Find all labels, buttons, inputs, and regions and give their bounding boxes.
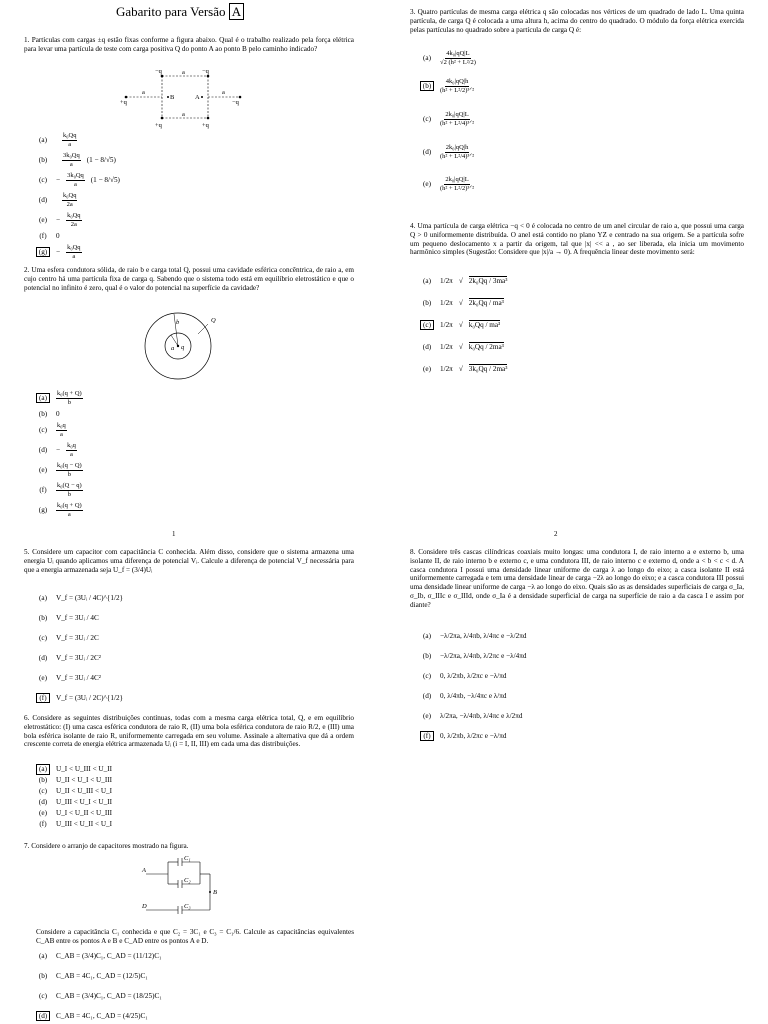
q8-option-a[interactable]: (a) −λ/2πa, λ/4πb, λ/4πc e −λ/2πd <box>423 631 527 640</box>
q7-circuit-figure <box>140 854 240 918</box>
sqrt-icon: √ <box>458 342 463 351</box>
page-number-1: 1 <box>172 530 176 538</box>
q5-option-f[interactable]: (f) V_f = (3Uᵢ / 2C)^{1/2} <box>36 688 123 708</box>
question-3-text: 3. Quatro partículas de mesma carga elétrica q são colocadas nos vértices de um quadrado de lado L. Uma quinta partícula, de carga Q é colocada a uma altura h, acima do centro do quadrado. O módulo da força elétrica exercida pelas partículas no quadrado sobre a partícula de carga Q é: <box>410 8 744 34</box>
sqrt-icon: √ <box>458 364 463 373</box>
q1-label-a-right: a <box>222 89 225 96</box>
q1-label-a-left: a <box>142 89 145 96</box>
q3-option-c[interactable]: (c) $\frac{\text{2k₀|qQ|L}}{\text{(h² + L²/4)³ᐟ²}}$ <box>423 111 475 127</box>
q1-charge-top-right: −q <box>202 68 209 75</box>
q6-option-e[interactable]: (e) U_I < U_II < U_III <box>39 809 113 818</box>
q6-option-c[interactable]: (c) U_II < U_III < U_I <box>39 787 113 796</box>
q1-option-c[interactable]: (c) − $\frac{\text{3k₀Qq}}{a}$ (1 − 8/√5) <box>39 172 120 188</box>
q2-figure <box>142 310 222 382</box>
sqrt-icon: √ <box>458 320 463 329</box>
question-5-text: 5. Considere um capacitor com capacitância C conhecida. Além disso, considere que o sistema armazena uma energia Uᵢ quando aplicamos uma diferença de potencial Vᵢ. Calcule a diferença de potencial V_f necessária para que a energia armazenada seja U_f = (3/4)Uᵢ <box>24 548 354 574</box>
q1-label-a-top: a <box>182 69 185 76</box>
q6-option-a[interactable]: (a) U_I < U_III < U_II <box>36 764 112 775</box>
q8-option-b[interactable]: (b) −λ/2πa, λ/4πb, λ/2πc e −λ/4πd <box>422 651 527 660</box>
q4-option-d[interactable]: (d) 1/2π √ k₀Qq / 2ma³ <box>422 342 504 352</box>
q1-option-g[interactable]: (g) − $\frac{\text{k₀Qq}}{a}$ <box>36 242 120 262</box>
q2-options <box>36 388 83 520</box>
q7-option-c[interactable]: (c) C_AB = (3/4)C₁, C_AD = (18/25)C₁ <box>39 991 162 1000</box>
q6-option-f[interactable]: (f) U_III < U_II < U_I <box>39 820 113 829</box>
page-number-2: 2 <box>554 530 558 538</box>
q2-label-a: a <box>171 345 175 352</box>
question-2-text: 2. Uma esfera condutora sólida, de raio b e carga total Q, possui uma cavidade esférica concêntrica, de raio a, em cujo centro há uma partícula fixa de carga q. Sabendo que o sistema todo está em equilíbrio eletrostático e que o potencial no infinito é zero, qual é o valor do potencial na superfície da cavidade? <box>24 266 354 292</box>
question-7-text-2: Considere a capacitância C₁ conhecida e que C₂ = 3C₁ e C₃ = C₁/6. Calcule as capacitâncias equivalentes C_AB entre os pontos A e B e C_AD entre os pontos A e D. <box>36 928 354 945</box>
question-4-text: 4. Uma partícula de carga elétrica −q < 0 é colocada no centro de um anel circular de raio a, que possui uma carga Q > 0 uniformemente distribuída. O anel está contido no plano YZ e centrado na sua origem. Se a partícula sofre um pequeno deslocamento x a partir da origem, tal que |x| << a , ao ser liberada, ela inicia um movimento harmônico simples (Sugestão: Considere que |x|/a → 0). A frequência linear deste movimento será: <box>410 222 744 257</box>
q8-option-e[interactable]: (e) λ/2πa, −λ/4πb, λ/4πc e λ/2πd <box>423 711 523 720</box>
q2-option-g[interactable]: (g) $\frac{\text{k₀(q + Q)}}{a}$ <box>38 502 82 518</box>
question-1-text: 1. Partículas com cargas ±q estão fixas conforme a figura abaixo. Qual é o trabalho realizado pela força elétrica para levar uma partícula de teste com carga positiva Q do ponto A ao ponto B pelo caminho indicado? <box>24 36 354 53</box>
q1-option-e[interactable]: (e) − $\frac{\text{k₀Qq}}{2a}$ <box>39 212 81 228</box>
q6-option-b[interactable]: (b) U_II < U_I < U_III <box>38 776 113 785</box>
q1-charge-bottom-right: +q <box>202 122 209 129</box>
version-box: A <box>229 3 244 20</box>
q1-point-b: B <box>170 94 175 101</box>
q2-option-a[interactable]: (a) $\frac{\text{k₀(q + Q)}}{b}$ <box>36 388 83 408</box>
q3-option-e[interactable]: (e) $\frac{\text{2k₀|qQ|L}}{\text{(h² + L²/2)³ᐟ²}}$ <box>423 176 475 192</box>
q1-option-f[interactable]: (f) 0 <box>39 231 60 240</box>
q2-option-e[interactable]: (e) $\frac{\text{k₀(q − Q)}}{b}$ <box>39 462 82 478</box>
q8-option-c[interactable]: (c) 0, λ/2πb, λ/2πc e −λ/πd <box>423 671 507 680</box>
q1-option-b[interactable]: (b) $\frac{\text{3k₀Qq}}{a}$ (1 − 8/√5) <box>38 152 116 168</box>
question-7-text: 7. Considere o arranjo de capacitores mostrado na figura. <box>24 842 189 850</box>
q7-options <box>36 946 162 1024</box>
q4-option-e[interactable]: (e) 1/2π √ 3k₀Qq / 2ma³ <box>423 364 508 374</box>
sqrt-icon: √ <box>458 298 463 307</box>
q1-charge-left: +q <box>120 99 127 106</box>
q5-option-b[interactable]: (b) V_f = 3Uᵢ / 4C <box>38 613 99 622</box>
q1-option-a[interactable]: (a) $\frac{\text{k₀Qq}}{a}$ <box>39 132 77 148</box>
q5-options <box>36 588 123 708</box>
q7-point-b: B <box>213 889 217 896</box>
q8-options <box>420 626 526 746</box>
q5-option-c[interactable]: (c) V_f = 3Uᵢ / 2C <box>39 633 99 642</box>
q1-charge-bottom-left: +q <box>155 122 162 129</box>
q1-charge-right: −q <box>232 99 239 106</box>
q1-figure <box>118 66 248 128</box>
q2-option-c[interactable]: (c) $\frac{\text{k₀q}}{a}$ <box>39 422 66 438</box>
q7-option-b[interactable]: (b) C_AB = 4C₁, C_AD = (12/5)C₁ <box>38 971 148 980</box>
q2-option-b[interactable]: (b) 0 <box>38 409 60 418</box>
q4-option-c[interactable]: (c) 1/2π √ k₀Qq / ma³ <box>420 314 507 336</box>
q1-label-a-bottom: a <box>182 111 185 118</box>
q8-option-d[interactable]: (d) 0, λ/4πb, −λ/4πc e λ/πd <box>422 691 507 700</box>
q3-option-a[interactable]: (a) $\frac{\text{4k₀|qQ|L}}{\text{√2 (h² + L²/2)}}$ <box>423 50 476 66</box>
q8-option-f[interactable]: (f) 0, λ/2πb, λ/2πc e −λ/πd <box>420 726 526 746</box>
question-6-text: 6. Considere as seguintes distribuições contínuas, todas com a mesma carga elétrica total, Q, e em equilíbrio eletrostático: (I) uma casca esférica condutora de raio R, (II) uma bola esférica condutora de raio R/2, e (III) uma bola esférica isolante de raio R, uniformemente carregada em seu volume. Assinale a alternativa que dá a ordem crescente correta de energia elétrica armazenada Uᵢ (i = I, II, III) em cada uma das distribuições. <box>24 714 354 749</box>
q1-point-a: A <box>195 94 200 101</box>
q6-options <box>36 764 112 830</box>
q5-option-a[interactable]: (a) V_f = (3Uᵢ / 4C)^{1/2} <box>39 593 124 602</box>
q1-option-d[interactable]: (d) $\frac{\text{k₀Qq}}{2a}$ <box>38 192 77 208</box>
q7-point-d: D <box>142 903 147 910</box>
page-title: Gabarito para Versão A <box>116 4 244 20</box>
q7-c1-label: C₁ <box>184 855 191 862</box>
q3-options <box>420 46 476 200</box>
q7-c2-label: C₂ <box>184 877 191 884</box>
q2-option-d[interactable]: (d) − $\frac{\text{k₀q}}{a}$ <box>38 442 76 458</box>
q2-label-q: q <box>181 344 185 351</box>
q2-label-q-upper: Q <box>211 317 216 324</box>
q1-charge-top-left: −q <box>155 68 162 75</box>
q4-option-b[interactable]: (b) 1/2π √ 2k₀Qq / ma³ <box>422 298 504 308</box>
q4-options <box>420 270 507 380</box>
q2-option-f[interactable]: (f) $\frac{\text{k₀(Q − q)}}{b}$ <box>39 482 82 498</box>
question-8-text: 8. Considere três cascas cilíndricas coaxiais muito longas: uma condutora I, de raio interno a e externo b, uma isolante II, de raio interno b e externo c, e uma condutora III, de raio interno c e externo d, onde a < b < c < d. A casca condutora I possui uma densidade linear uniforme de carga λ ao longo do eixo; a casca isolante II está uniformemente carregada e tem uma densidade linear de carga −2λ ao longo do eixo; e a casca condutora III possui uma densidade linear uniforme de carga −λ ao longo do eixo. Quais são as as densidades superficiais de carga σ_Ia, σ_Ib, σ_IIIc e σ_IIId, onde σ_Ia é a densidade superficial de carga na superfície de raio a da casca I e assim por diante? <box>410 548 744 609</box>
q5-option-d[interactable]: (d) V_f = 3Uᵢ / 2C² <box>38 653 101 662</box>
q3-option-b[interactable]: (b) $\frac{\text{4k₀|qQ|h}}{\text{(h² + L²/2)³ᐟ²}}$ <box>420 70 476 102</box>
q3-option-d[interactable]: (d) $\frac{\text{2k₀|qQ|h}}{\text{(h² + L²/4)³ᐟ²}}$ <box>422 144 475 160</box>
q7-option-d[interactable]: (d) C_AB = 4C₁, C_AD = (4/25)C₁ <box>36 1006 162 1024</box>
q5-option-e[interactable]: (e) V_f = 3Uᵢ / 4C² <box>39 673 101 682</box>
sqrt-icon: √ <box>458 276 463 285</box>
q7-c3-label: C₃ <box>184 903 191 910</box>
q7-point-a: A <box>142 867 146 874</box>
q1-options <box>36 130 120 262</box>
q4-option-a[interactable]: (a) 1/2π √ 2k₀Qq / 3ma³ <box>423 276 508 286</box>
q6-option-d[interactable]: (d) U_III < U_I < U_II <box>38 798 113 807</box>
q2-label-b: b <box>176 319 180 326</box>
q7-option-a[interactable]: (a) C_AB = (3/4)C₁, C_AD = (11/12)C₁ <box>39 951 162 960</box>
